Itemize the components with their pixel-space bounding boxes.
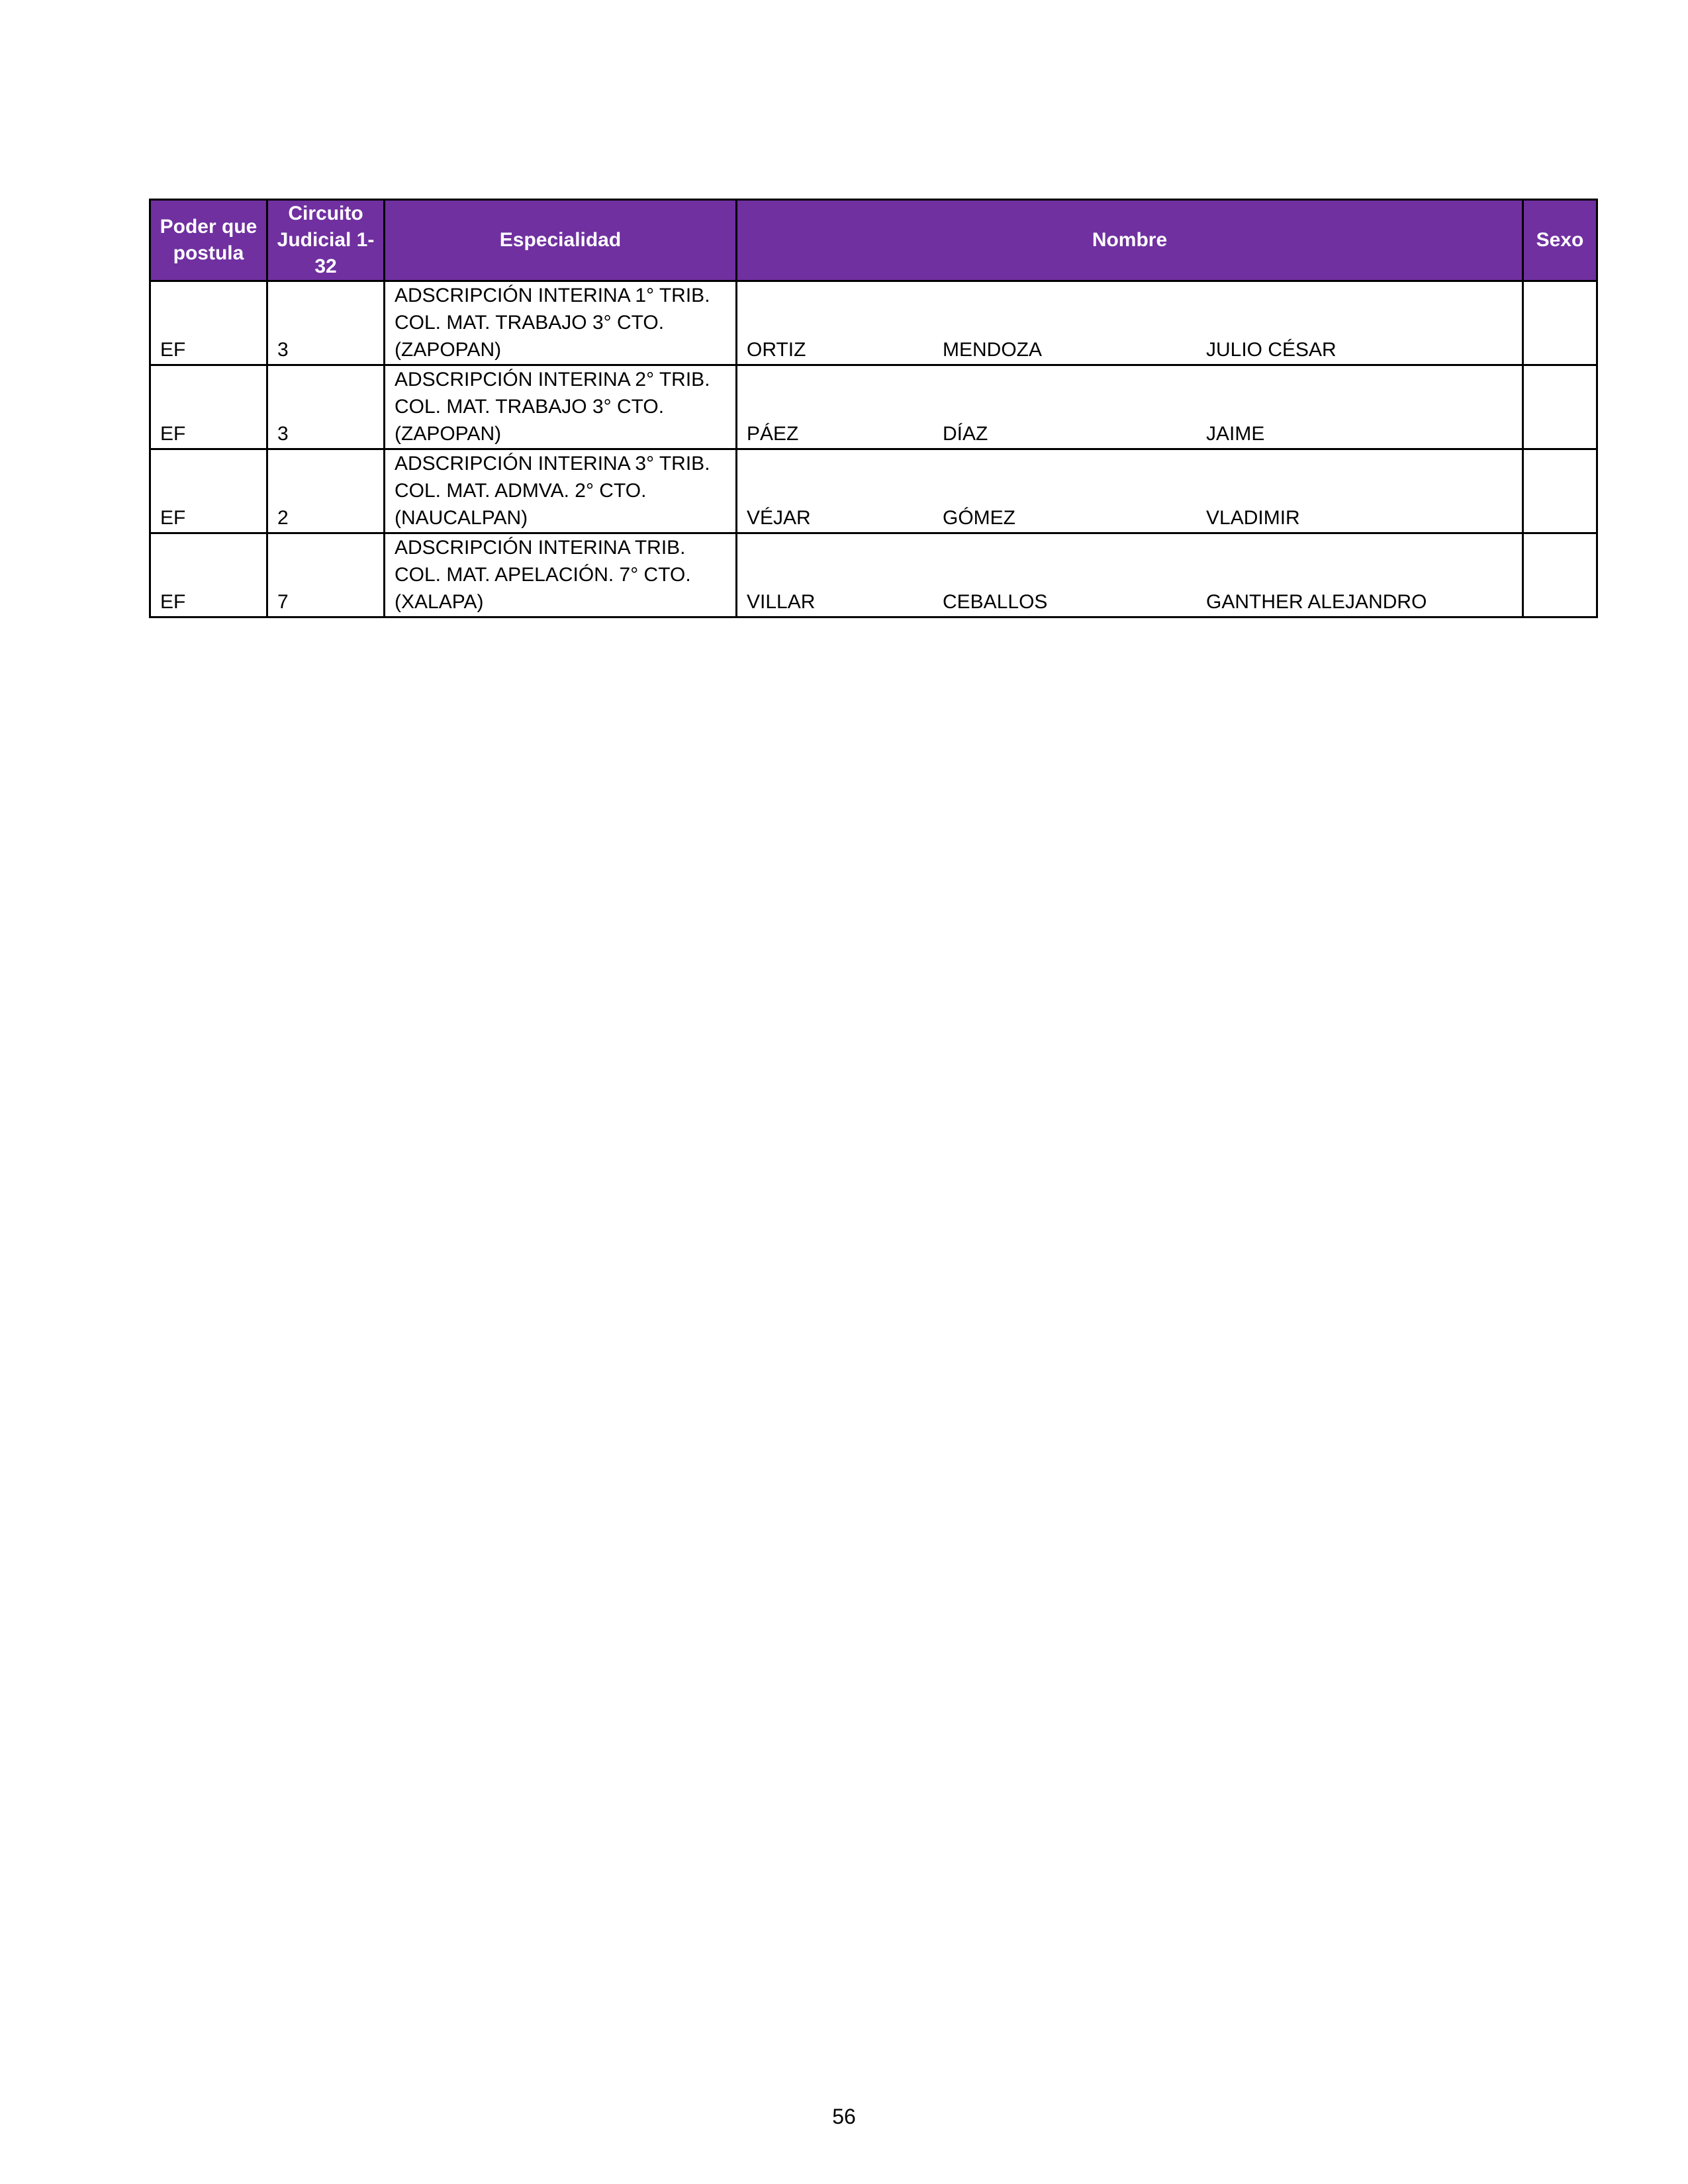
cell-circuito: 3 <box>267 365 385 449</box>
apellido-paterno: VÉJAR <box>747 507 811 529</box>
cell-circuito: 7 <box>267 533 385 617</box>
header-circuito: Circuito Judicial 1-32 <box>267 200 385 281</box>
cell-nombre <box>737 365 1523 449</box>
cell-sexo <box>1523 281 1597 365</box>
nombres: GANTHER ALEJANDRO <box>1206 591 1427 613</box>
cell-nombre <box>737 449 1523 533</box>
apellido-paterno: ORTIZ <box>747 339 806 361</box>
header-sexo: Sexo <box>1523 200 1597 281</box>
cell-nombre <box>737 533 1523 617</box>
cell-poder: EF <box>150 281 267 365</box>
cell-sexo <box>1523 533 1597 617</box>
apellido-materno: CEBALLOS <box>943 591 1048 613</box>
table-header-row <box>150 200 1597 281</box>
nombres: VLADIMIR <box>1206 507 1300 529</box>
header-nombre: Nombre <box>737 200 1523 281</box>
cell-sexo <box>1523 365 1597 449</box>
cell-especialidad: ADSCRIPCIÓN INTERINA 1° TRIB. COL. MAT. TRABAJO 3° CTO. (ZAPOPAN) <box>385 281 737 365</box>
cell-especialidad: ADSCRIPCIÓN INTERINA 2° TRIB. COL. MAT. TRABAJO 3° CTO. (ZAPOPAN) <box>385 365 737 449</box>
table-row <box>150 365 1597 449</box>
apellido-materno: DÍAZ <box>943 423 988 445</box>
cell-circuito: 3 <box>267 281 385 365</box>
apellido-materno: MENDOZA <box>943 339 1042 361</box>
table-row <box>150 449 1597 533</box>
cell-poder: EF <box>150 365 267 449</box>
cell-poder: EF <box>150 533 267 617</box>
header-especialidad: Especialidad <box>385 200 737 281</box>
cell-sexo <box>1523 449 1597 533</box>
cell-nombre <box>737 281 1523 365</box>
table-row <box>150 281 1597 365</box>
cell-circuito: 2 <box>267 449 385 533</box>
cell-especialidad: ADSCRIPCIÓN INTERINA 3° TRIB. COL. MAT. ADMVA. 2° CTO. (NAUCALPAN) <box>385 449 737 533</box>
candidates-table <box>149 199 1598 618</box>
cell-especialidad: ADSCRIPCIÓN INTERINA TRIB. COL. MAT. APELACIÓN. 7° CTO. (XALAPA) <box>385 533 737 617</box>
header-poder: Poder que postula <box>150 200 267 281</box>
apellido-materno: GÓMEZ <box>943 507 1015 529</box>
nombres: JULIO CÉSAR <box>1206 339 1336 361</box>
page-number: 56 <box>832 2105 856 2128</box>
apellido-paterno: VILLAR <box>747 591 816 613</box>
nombres: JAIME <box>1206 423 1265 445</box>
table-row <box>150 533 1597 617</box>
apellido-paterno: PÁEZ <box>747 423 799 445</box>
cell-poder: EF <box>150 449 267 533</box>
